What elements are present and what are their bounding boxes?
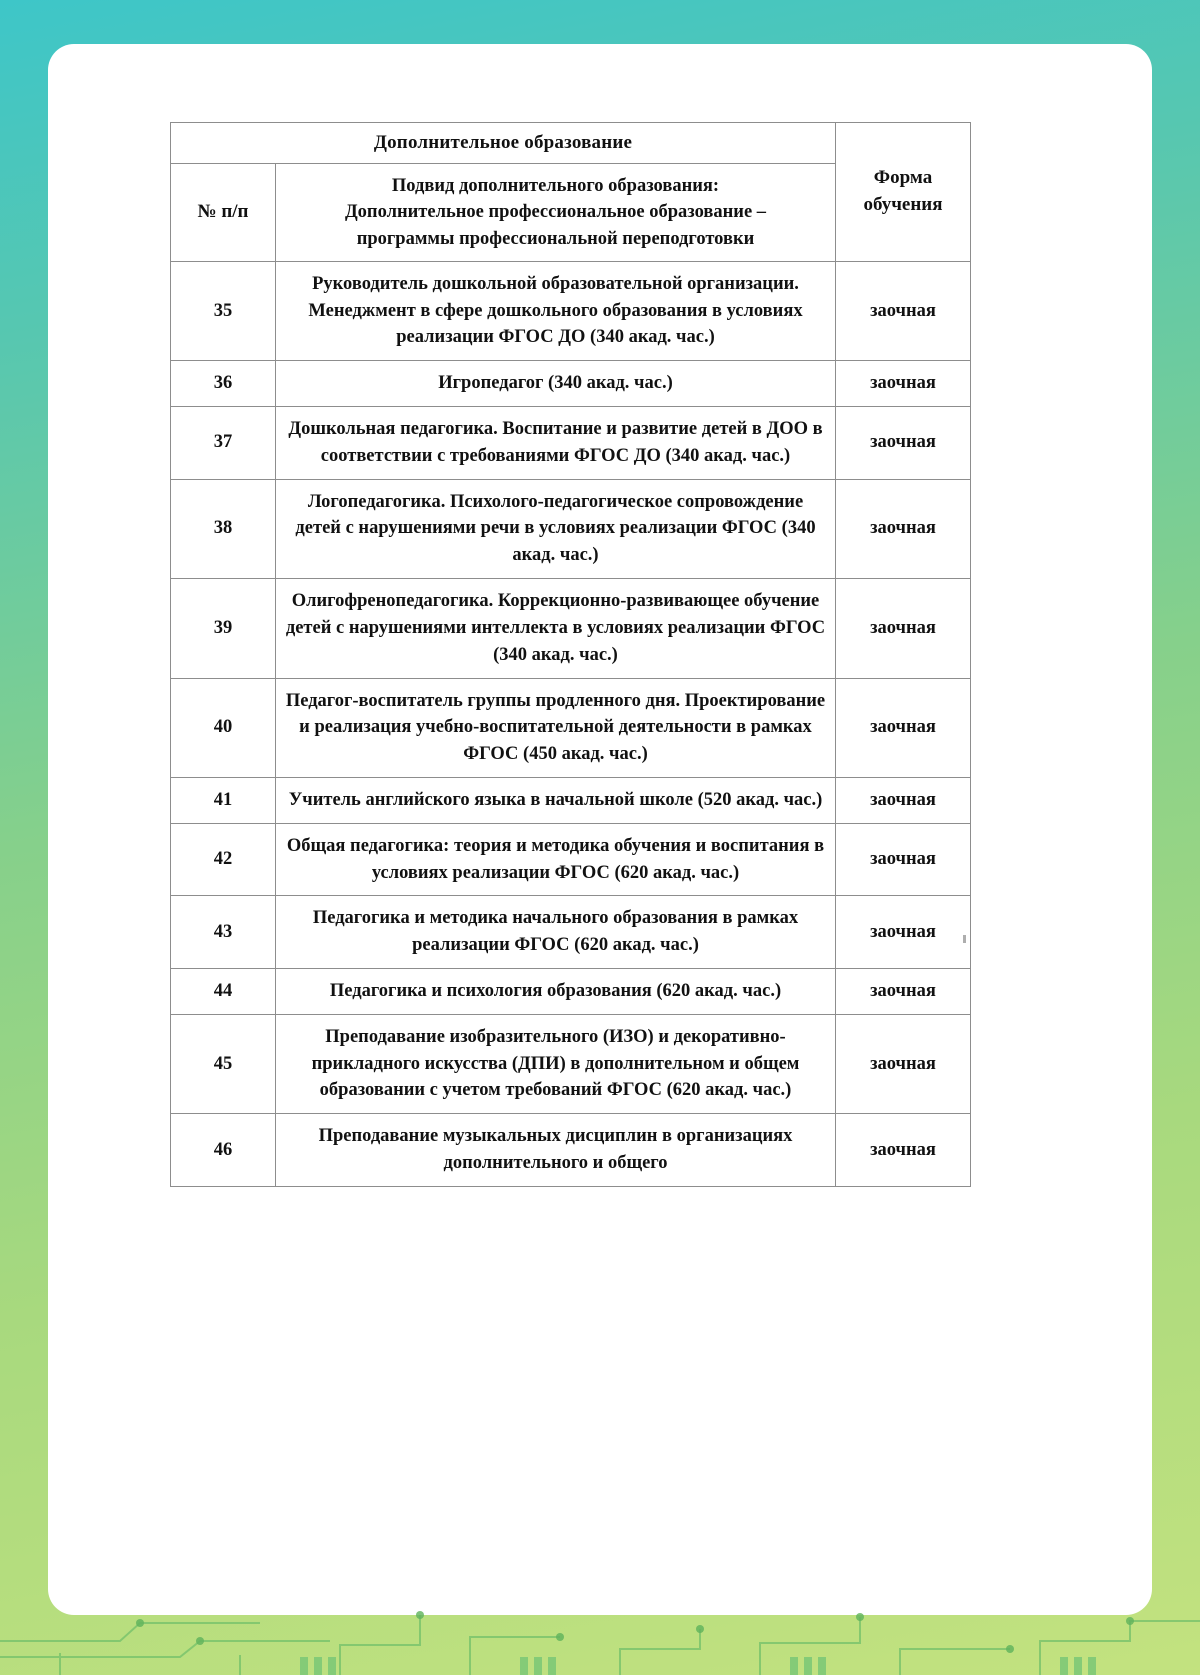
row-program-name: Логопедагогика. Психолого-педагогическое сопровождение детей с нарушениями речи в условиях реализации ФГОС (340 акад. час.) [276, 479, 836, 578]
column-header-subtype [276, 164, 836, 262]
row-number: 38 [171, 479, 276, 578]
row-program-name: Учитель английского языка в начальной школе (520 акад. час.) [276, 777, 836, 823]
column-header-subtype-line2: Дополнительное профессиональное образование – [344, 202, 767, 223]
row-program-name: Дошкольная педагогика. Воспитание и развитие детей в ДОО в соответствии с требованиями ФГОС ДО (340 акад. час.) [276, 407, 836, 480]
row-number: 37 [171, 407, 276, 480]
row-number: 40 [171, 678, 276, 777]
row-number: 39 [171, 579, 276, 678]
row-form: заочная [836, 579, 971, 678]
table-row [171, 1014, 971, 1113]
row-program-name: Олигофренопедагогика. Коррекционно-развивающее обучение детей с нарушениями интеллекта в условиях реализации ФГОС (340 акад. час.) [276, 579, 836, 678]
row-program-name: Преподавание музыкальных дисциплин в организациях дополнительного и общего [276, 1114, 836, 1187]
row-number: 46 [171, 1114, 276, 1187]
table-row [171, 479, 971, 578]
row-number: 35 [171, 261, 276, 360]
row-program-name: Педагогика и психология образования (620 акад. час.) [276, 969, 836, 1015]
row-number: 42 [171, 823, 276, 896]
table-title: Дополнительное образование [171, 123, 836, 164]
row-program-name: Педагогика и методика начального образования в рамках реализации ФГОС (620 акад. час.) [276, 896, 836, 969]
table-row [171, 823, 971, 896]
table-row [171, 361, 971, 407]
table-row [171, 261, 971, 360]
row-program-name: Общая педагогика: теория и методика обучения и воспитания в условиях реализации ФГОС (620 акад. час.) [276, 823, 836, 896]
table-row [171, 407, 971, 480]
table-row [171, 969, 971, 1015]
column-header-subtype-line1: Подвид дополнительного образования: [391, 176, 720, 196]
table-row [171, 579, 971, 678]
column-header-form-line1: Форма [873, 167, 933, 189]
row-form: заочная [836, 969, 971, 1015]
row-number: 44 [171, 969, 276, 1015]
row-form: заочная [836, 261, 971, 360]
row-number: 45 [171, 1014, 276, 1113]
document-content [170, 122, 970, 1187]
row-number: 41 [171, 777, 276, 823]
row-form: заочная [836, 361, 971, 407]
row-number: 43 [171, 896, 276, 969]
row-form: заочная [836, 823, 971, 896]
row-program-name: Игропедагог (340 акад. час.) [276, 361, 836, 407]
column-header-number: № п/п [171, 164, 276, 262]
row-form: заочная [836, 479, 971, 578]
table-row [171, 777, 971, 823]
row-form: заочная [836, 407, 971, 480]
table-header-span-row [171, 123, 971, 164]
circuit-decoration [0, 1545, 1200, 1675]
scan-artifact [963, 935, 966, 943]
column-header-form [836, 123, 971, 262]
table-row [171, 896, 971, 969]
table-row [171, 678, 971, 777]
row-form: заочная [836, 678, 971, 777]
row-form: заочная [836, 777, 971, 823]
row-number: 36 [171, 361, 276, 407]
row-form: заочная [836, 1014, 971, 1113]
row-program-name: Педагог-воспитатель группы продленного дня. Проектирование и реализация учебно-воспитательной деятельности в рамках ФГОС (450 акад. час.) [276, 678, 836, 777]
row-program-name: Руководитель дошкольной образовательной организации. Менеджмент в сфере дошкольного образования в условиях реализации ФГОС ДО (340 акад. час.) [276, 261, 836, 360]
row-program-name: Преподавание изобразительного (ИЗО) и декоративно-прикладного искусства (ДПИ) в дополнительном и общем образовании с учетом требований ФГОС (620 акад. час.) [276, 1014, 836, 1113]
education-programs-table [170, 122, 971, 1187]
row-form: заочная [836, 896, 971, 969]
row-form: заочная [836, 1114, 971, 1187]
column-header-form-line2: обучения [863, 193, 943, 215]
column-header-subtype-line3: программы профессиональной переподготовки [356, 228, 755, 249]
table-row [171, 1114, 971, 1187]
